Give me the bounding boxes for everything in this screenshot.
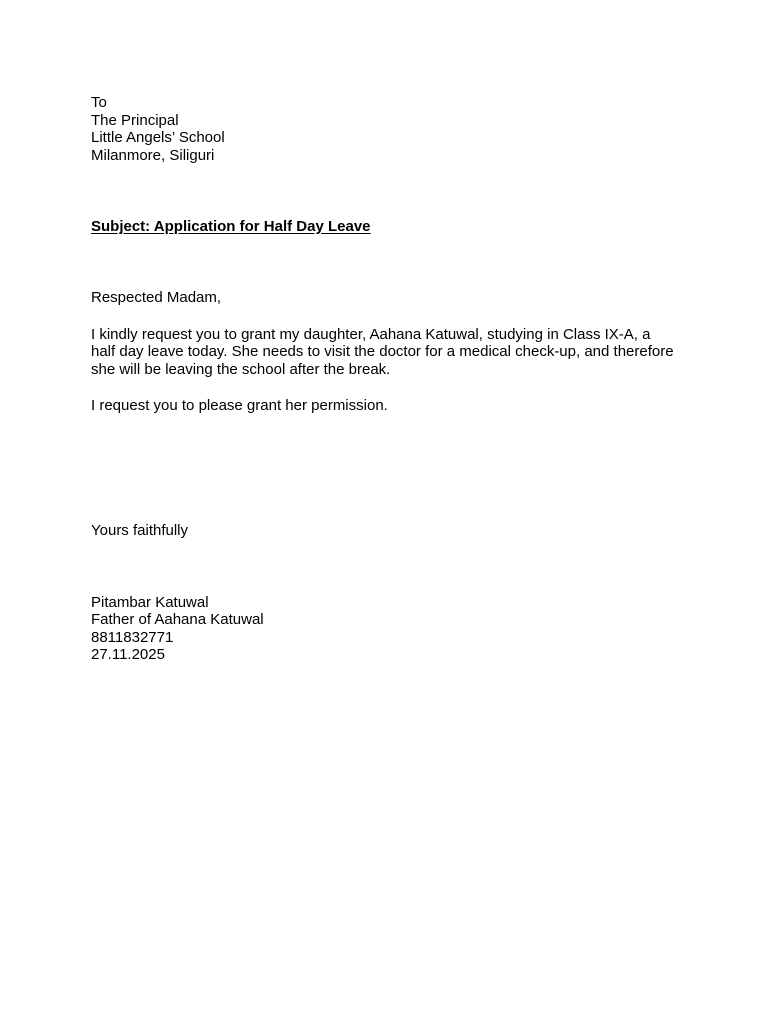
body-paragraph-2: I request you to please grant her permission. bbox=[91, 397, 388, 414]
sender-phone: 8811832771 bbox=[91, 629, 174, 646]
closing: Yours faithfully bbox=[91, 522, 189, 539]
body-paragraph-1-line-1: I kindly request you to grant my daughter, Aahana Katuwal, studying in Class IX-A, a bbox=[91, 326, 651, 343]
recipient-address: Milanmore, Siliguri bbox=[91, 147, 215, 164]
recipient-to: To bbox=[91, 94, 107, 111]
recipient-school: Little Angels’ School bbox=[91, 129, 225, 146]
body-paragraph-1-line-3: she will be leaving the school after the break. bbox=[91, 361, 391, 378]
recipient-title: The Principal bbox=[91, 112, 179, 129]
sender-relation: Father of Aahana Katuwal bbox=[91, 611, 264, 628]
body-paragraph-1-line-2: half day leave today. She needs to visit the doctor for a medical check-up, and therefore bbox=[91, 343, 674, 360]
letter-date: 27.11.2025 bbox=[91, 646, 165, 663]
letter-subject: Subject: Application for Half Day Leave bbox=[91, 218, 371, 235]
salutation: Respected Madam, bbox=[91, 289, 222, 306]
sender-name: Pitambar Katuwal bbox=[91, 594, 209, 611]
